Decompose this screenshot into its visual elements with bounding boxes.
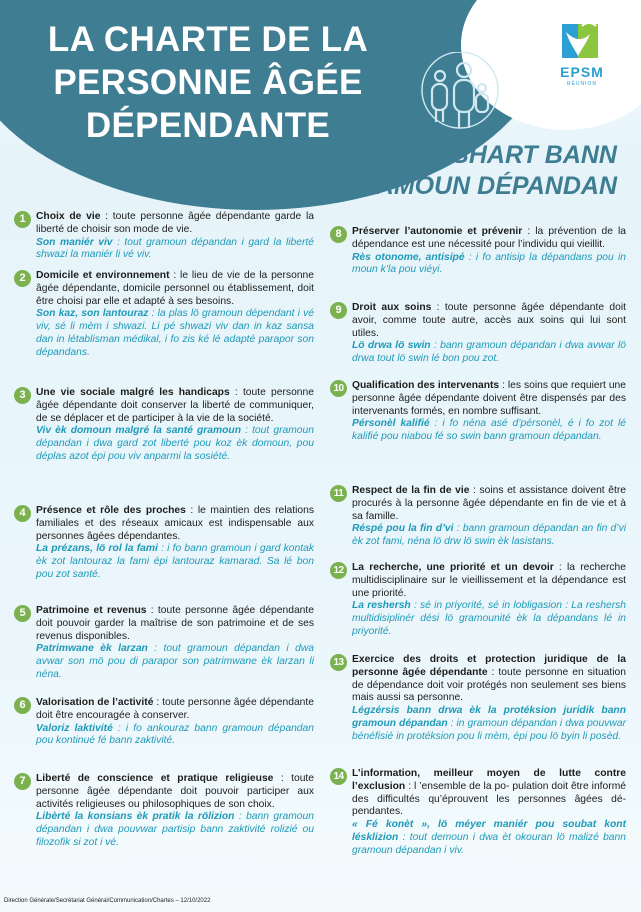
article-creole-heading: Son maniér viv bbox=[36, 236, 113, 248]
article-body: : toute personne âgée dépendante doit conserver la liberté de communiquer, de se déplacer et de participer à la vie de la société. bbox=[36, 387, 314, 424]
logo-name: EPSM bbox=[560, 64, 604, 80]
article-body: : la recherche multidisciplinaire sur le vieillissement et la dépendance est une priorité. bbox=[352, 562, 627, 599]
article-french bbox=[36, 387, 314, 425]
article-heading: Une vie sociale malgré les handicaps bbox=[36, 387, 230, 398]
article-body: : le maintien des relations familiales et des réseaux amicaux est indispensable aux personnes âgées dépendantes. bbox=[36, 505, 314, 542]
article-text bbox=[352, 380, 626, 444]
article-creole-heading: Viv èk domoun malgré la santé gramoun bbox=[36, 425, 242, 437]
article-creole-body: : tout gramoun dépandan i dwa gard zot liberté pou koz èk domoun, pou déplas azot épi pou viv anparmi la sosiété. bbox=[36, 425, 314, 462]
article-creole-heading: Patrimwane èk larzan bbox=[36, 643, 148, 655]
article-creole-body: : tout gramoun dépandan i gard la liberté shwazi la maniér li vé viv. bbox=[36, 236, 314, 261]
article-text bbox=[36, 270, 314, 360]
article-creole bbox=[36, 811, 314, 849]
article-body: : l ’ensemble de la po- pulation doit être informé des difficultés qu’éprouvent les personnes âgées dé- pendantes. bbox=[352, 780, 626, 818]
article-number-badge: 12 bbox=[330, 562, 347, 579]
article-creole bbox=[36, 543, 314, 581]
article-2 bbox=[14, 270, 314, 360]
article-body: : toute personne âgée dépendante doit avoir, comme toute autre, accès aux soins qui lui sont utiles. bbox=[352, 302, 626, 339]
article-text bbox=[36, 773, 314, 850]
article-heading: Domicile et environnement bbox=[36, 270, 170, 281]
logo-subtitle: RÉUNION bbox=[566, 81, 598, 87]
article-number-badge: 7 bbox=[14, 773, 31, 790]
article-heading: Choix de vie bbox=[36, 211, 101, 222]
creole-title bbox=[317, 140, 617, 202]
article-body: : le lieu de vie de la personne âgée dépendante, domicile personnel ou établissement, doit être choisi par elle et adapté à ses besoins. bbox=[36, 270, 315, 307]
article-creole bbox=[36, 723, 314, 749]
article-text bbox=[352, 485, 626, 549]
article-text bbox=[352, 226, 626, 277]
article-number-badge: 11 bbox=[330, 485, 347, 502]
article-text bbox=[36, 505, 314, 582]
epsm-logo bbox=[552, 18, 612, 96]
title-line: LA CHARTE DE LA bbox=[47, 20, 369, 59]
title-line: DÉPENDANTE bbox=[85, 106, 331, 145]
article-body: : toute personne âgée dépendante doit pouvoir participer aux activités religieuses ou philosophiques de son choix. bbox=[36, 773, 315, 810]
article-4 bbox=[14, 505, 314, 582]
article-creole-body: : sé in priyorité, sé in lobligasion : La reshersh multidisiplinér dési lö gramounité èk la dépandans lé in priyorité. bbox=[352, 600, 626, 637]
article-number-badge: 1 bbox=[14, 211, 31, 228]
article-number-badge: 3 bbox=[14, 387, 31, 404]
article-text bbox=[352, 562, 626, 639]
article-number-badge: 9 bbox=[330, 302, 347, 319]
article-creole-body: : la plas lö gramoun dépendant i vé viv, sé li mèm i shwazi. Li pé shwazi viv dan in kaz sansa dan in létablisman médikal, i fo zis ké lé adapté parapor son dépandans. bbox=[36, 308, 314, 358]
article-number-badge: 10 bbox=[330, 380, 347, 397]
article-french bbox=[36, 505, 314, 543]
creole-title-line: GRAMOUN DÉPANDAN bbox=[338, 172, 617, 200]
article-french bbox=[36, 773, 314, 811]
article-3 bbox=[14, 387, 314, 464]
creole-title-line: LA SHART BANN bbox=[412, 141, 617, 169]
article-creole bbox=[352, 252, 626, 278]
article-heading: Respect de la fin de vie bbox=[352, 485, 470, 496]
article-5 bbox=[14, 605, 314, 682]
article-creole bbox=[36, 643, 314, 681]
article-creole-body: : i fo néna asé d’pérsonèl, é i fo zot lé kalifié pou niabou fé so swin bann gramoun dépandan. bbox=[352, 418, 626, 443]
family-icon bbox=[420, 52, 500, 132]
article-1 bbox=[14, 211, 314, 262]
article-creole-body: : in gramoun dépandan i dwa pouvwar bénéfisié in protéksion pou li mèm, épi pou lö byin li posèd. bbox=[352, 717, 626, 742]
article-number-badge: 2 bbox=[14, 270, 31, 287]
article-heading: Présence et rôle des proches bbox=[36, 505, 186, 516]
article-french bbox=[352, 562, 626, 600]
article-body: : soins et assistance doivent être procurés à la personne âgée dépendante en fin de vie et à sa famille. bbox=[352, 485, 626, 522]
article-9 bbox=[330, 302, 626, 366]
article-body: : toute personne âgée dépendante garde la liberté de choisir son mode de vie. bbox=[36, 211, 315, 235]
article-text bbox=[36, 387, 314, 464]
bird-logo-icon bbox=[552, 18, 612, 64]
article-french bbox=[352, 380, 626, 418]
article-heading: Patrimoine et revenus bbox=[36, 605, 147, 616]
article-creole-heading: Libèrté la konsians èk pratik la rölizion bbox=[36, 811, 235, 823]
article-french bbox=[36, 605, 314, 643]
article-number-badge: 5 bbox=[14, 605, 31, 622]
article-creole-heading: Légzérsis bann drwa èk la protéksion juridik bann gramoun dépandan bbox=[352, 705, 626, 729]
article-heading: Droit aux soins bbox=[352, 302, 432, 313]
article-text bbox=[352, 768, 626, 858]
article-12 bbox=[330, 562, 626, 639]
article-creole-heading: Son kaz, son lantouraz bbox=[36, 308, 149, 320]
article-creole-heading: Réspé pou la fin d’vi bbox=[352, 523, 454, 535]
article-heading: Qualification des intervenants bbox=[352, 380, 500, 391]
article-heading: Préserver l’autonomie et prévenir bbox=[352, 226, 523, 237]
article-french bbox=[36, 270, 314, 308]
article-creole-body: : bann gramoun dépandan i dwa pouvwar partisip bann zaktivité rolizié ou filozofik si zot i vé. bbox=[36, 811, 314, 848]
footer-text: Direction Générale/Secrétariat Général/Communication/Chartes – 12/10/2022 bbox=[4, 898, 211, 904]
article-11 bbox=[330, 485, 626, 549]
article-creole bbox=[352, 705, 626, 743]
article-text bbox=[352, 654, 626, 744]
article-7 bbox=[14, 773, 314, 850]
title-line: PERSONNE ÂGÉE bbox=[53, 63, 363, 102]
article-creole bbox=[352, 819, 626, 857]
article-text bbox=[36, 605, 314, 682]
article-10 bbox=[330, 380, 626, 444]
article-text bbox=[36, 211, 314, 262]
article-number-badge: 13 bbox=[330, 654, 347, 671]
article-french bbox=[352, 226, 626, 252]
article-body: : la prévention de la dépendance est une nécessité pour l’individu qui vieillit. bbox=[352, 226, 626, 250]
article-creole-heading: Lö drwa lö swin bbox=[352, 340, 431, 352]
article-number-badge: 8 bbox=[330, 226, 347, 243]
article-creole-heading: La reshersh bbox=[352, 600, 411, 612]
article-heading: Exercice des droits et protection juridique de la personne âgée dépendante bbox=[352, 654, 626, 678]
article-number-badge: 4 bbox=[14, 505, 31, 522]
article-creole-body: : bann gramoun dépandan an fin d’vi èk zot fami, néna lö drw lö swin èk lasistans. bbox=[352, 523, 627, 548]
article-14 bbox=[330, 768, 626, 858]
article-french bbox=[352, 654, 626, 705]
article-heading: Liberté de conscience et pratique religieuse bbox=[36, 773, 274, 784]
article-creole-heading: « Fé konèt », lö méyer maniér pou soubat kont lésklizion bbox=[352, 819, 626, 843]
article-french bbox=[352, 302, 626, 340]
article-heading: L’information, meilleur moyen de lutte contre l’exclusion bbox=[352, 768, 626, 792]
article-6 bbox=[14, 697, 314, 748]
article-creole-heading: La prézans, lö rol la fami bbox=[36, 543, 158, 555]
article-creole bbox=[352, 418, 626, 444]
article-creole-heading: Valoriz laktivité bbox=[36, 722, 113, 734]
article-number-badge: 6 bbox=[14, 697, 31, 714]
article-creole bbox=[352, 600, 626, 638]
article-body: : toute personne en situation de dépendance doit voir protégés non seulement ses biens mais aussi sa personne. bbox=[352, 666, 627, 704]
article-creole-body: : i fo bann gramoun i gard kontak èk zot lantouraz la fami épi lantouraz kamarad. Sa lé bon pou zot santé. bbox=[36, 543, 314, 580]
article-creole bbox=[352, 340, 626, 366]
article-creole bbox=[352, 523, 626, 549]
article-creole-body: : i fo antisip la dépandans pou in moun k’la pou viéyi. bbox=[352, 251, 626, 276]
article-creole-body: : bann gramoun dépandan i dwa avwar lö drwa tout lö swin lé bon pou zot. bbox=[352, 340, 627, 365]
article-body: : toute personne âgée dépendante doit être encouragée à conserver. bbox=[36, 697, 314, 721]
article-french bbox=[36, 697, 314, 723]
article-creole bbox=[36, 308, 314, 359]
article-heading: Valorisation de l’activité bbox=[36, 697, 154, 708]
article-body: : les soins que requiert une personne âgée dépendante doivent être dispensés par des intervenants formés, en nombre suffisant. bbox=[352, 380, 626, 417]
article-number-badge: 14 bbox=[330, 768, 347, 785]
article-french bbox=[352, 485, 626, 523]
article-french bbox=[36, 211, 314, 237]
article-body: : toute personne âgée dépendante doit pouvoir garder la maîtrise de son patrimoine et de ses revenus disponibles. bbox=[36, 605, 314, 642]
article-creole-body: : tout gramoun dépandan i dwa avwar son mö pou di parapor son patrimwane èk larzan li néna. bbox=[36, 643, 314, 680]
article-creole-heading: Pérsonèl kalifié bbox=[352, 418, 430, 430]
article-creole-body: : i fo ankouraz bann gramoun dépandan pou kontinué fé bann zaktivité. bbox=[36, 722, 314, 747]
article-8 bbox=[330, 226, 626, 277]
article-french bbox=[352, 768, 626, 819]
article-text bbox=[352, 302, 626, 366]
article-creole bbox=[36, 237, 314, 263]
article-13 bbox=[330, 654, 626, 744]
article-creole bbox=[36, 425, 314, 463]
article-text bbox=[36, 697, 314, 748]
article-creole-heading: Rès otonome, antisipé bbox=[352, 251, 465, 263]
article-heading: La recherche, une priorité et un devoir bbox=[352, 562, 554, 573]
article-creole-body: : tout demoun i dwa èt okouran lö malizé bann gramoun dépandan i viv. bbox=[352, 831, 626, 856]
page-title bbox=[18, 18, 398, 147]
